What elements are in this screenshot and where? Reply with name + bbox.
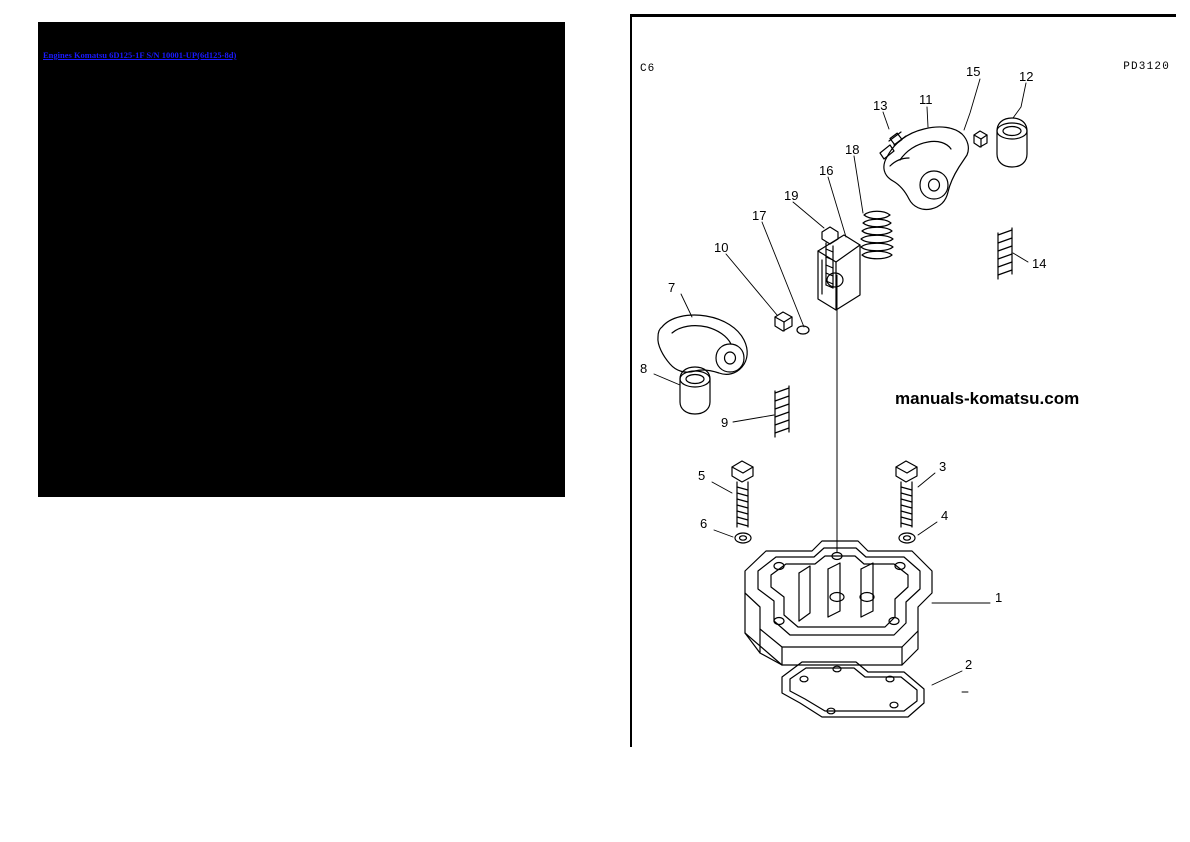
callout-7: 7: [668, 280, 676, 295]
callout-1: 1: [995, 590, 1003, 605]
callout-19: 19: [784, 188, 799, 203]
callout-10: 10: [714, 240, 729, 255]
callout-14: 14: [1032, 256, 1047, 271]
callout-3: 3: [939, 459, 947, 474]
callout-13: 13: [873, 98, 888, 113]
page-code-right: PD3120: [1123, 61, 1170, 73]
callout-12: 12: [1019, 69, 1034, 84]
callout-6: 6: [700, 516, 708, 531]
preview-panel: [38, 22, 565, 497]
watermark-text: manuals-komatsu.com: [895, 389, 1080, 408]
callout-9: 9: [721, 415, 729, 430]
callout-2: 2: [965, 657, 973, 672]
callout-8: 8: [640, 361, 648, 376]
catalog-title-link[interactable]: Engines Komatsu 6D125-1F S/N 10001-UP(6d125-8d): [43, 50, 237, 60]
callout-17: 17: [752, 208, 767, 223]
parts-illustration: [632, 17, 1178, 750]
callout-16: 16: [819, 163, 834, 178]
callout-11: 11: [919, 92, 933, 107]
callout-5: 5: [698, 468, 706, 483]
callout-15: 15: [966, 64, 981, 79]
callout-4: 4: [941, 508, 949, 523]
parts-diagram-page: [630, 14, 1176, 747]
callout-18: 18: [845, 142, 860, 157]
page-code-left: C6: [640, 63, 656, 75]
